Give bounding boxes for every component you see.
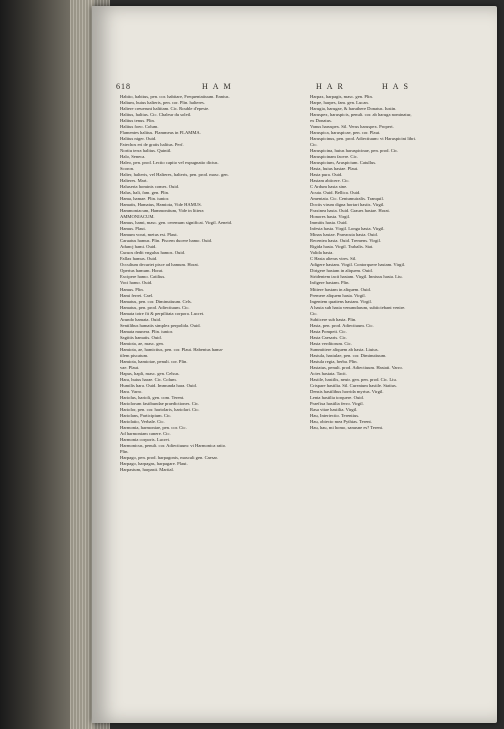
entry-line: Honores hasta. Virgil. <box>310 214 351 220</box>
entry-line: Hastula regia, herba. Plin. <box>310 358 358 364</box>
entry-line: Hamata totre fit & perpilitata corpora. Lucret. <box>120 310 205 316</box>
entry-line: Arundo hamata. Ouid. <box>120 316 162 322</box>
entry-line: Valida hasta. <box>310 250 334 256</box>
entry-line: Hamiota, hamiotae, penult. cor. Plin. <box>120 358 188 364</box>
entry-line: Subiicere sub hasta. Plin. <box>310 316 357 322</box>
entry-line: Hau, hau, mi homo, sanusne es? Terent. <box>310 424 384 430</box>
running-head-1: HAM <box>202 82 236 91</box>
entry-line: Amentata. Cic. Centumuiralis. Tranquil. <box>310 196 384 202</box>
entry-line: Stridentem iacit hastam. Virgil. Innixus hasta. Liu. <box>310 274 403 280</box>
entry-line: Lenta hastilia torquere. Ouid. <box>310 394 364 400</box>
entry-line: Hamiota, ae, hamictius, pen. cor. Plaut. Habentus hama- <box>120 346 224 352</box>
entry-line: Harmonia corporis. Lucret. <box>120 436 171 442</box>
entry-line: Hariolus, harioli, gen. com. Terent. <box>120 394 185 400</box>
entry-line: Hamiota, ae, masc. gen. <box>120 340 165 346</box>
entry-line: Sagittis hamatis. Ouid. <box>120 334 162 340</box>
entry-line: Hau, Interiectio. Terentius. <box>310 412 360 418</box>
entry-line: Hamatis, Hamatus, Hamiota, Vide HAMUS. <box>120 202 202 208</box>
entry-line: Hasta, huius hastae. Plaut. <box>310 166 359 172</box>
entry-line: Harugia, harugae, & haruthere Donatus. Iustin. <box>310 106 397 112</box>
entry-line: Halitus, halitus. Cic. Chaleur du soleil. <box>120 112 192 118</box>
entry-line: Hastula, hastulae, pen. cor. Diminutiuum. <box>310 352 387 358</box>
entry-line: Hariolans, Participium. Cic. <box>120 412 172 418</box>
entry-line: Hasta pura. Ouid. <box>310 172 343 178</box>
entry-line: Hara. Varro. <box>120 388 143 394</box>
entry-line: Hamatus, pen. cor. Diminutiuum. Cels. <box>120 298 192 304</box>
entry-line: Hami ferrei. Cael. <box>120 292 154 298</box>
entry-line: AMMONIACUM. <box>120 214 155 220</box>
entry-line: Haruspicinus, pen. prod. Adiectiuum: vt Haruspicini libri. <box>310 136 417 142</box>
entry-line: Summittere aliquem ab hasta. Liuius. <box>310 346 379 352</box>
entry-line: Hamatus, pen. prod. Adiectiuum. Cic. <box>120 304 190 310</box>
entry-line: Hamus. Plin. <box>120 286 144 292</box>
entry-line: Hasta Caesaris. Cic. <box>310 334 347 340</box>
entry-line: Acies hastata. Tacit. <box>310 370 347 376</box>
entry-line: ex Donatus. <box>310 118 332 124</box>
entry-line: Plin. <box>120 448 129 454</box>
entry-line: Hariolorum fastibundae praedictiones. Cic. <box>120 400 200 406</box>
entry-line: Harpastum, harpasti. Martial. <box>120 466 174 472</box>
entry-line: Mittere hastam in aliquem. Ouid. <box>310 286 371 292</box>
entry-line: Hau, obiecto mea Pythias. Terent. <box>310 418 372 424</box>
entry-line: Rigida hasta. Virgil. Trabalis. Stat. <box>310 244 374 250</box>
entry-line: Dirigere hastam in aliquem. Ouid. <box>310 268 373 274</box>
entry-line: Humilis hara. Ouid. Immunda hara. Ouid. <box>120 382 197 388</box>
entry-line: Infesta hasta. Virgil. Longa hasta. Virgil. <box>310 226 385 232</box>
entry-line: Densis hastilibus horrida myrtus. Virgil. <box>310 388 384 394</box>
entry-line: Fraxinea hasta. Ouid. Graues hastae. Horat. <box>310 208 390 214</box>
entry-line: Halitus niger. Ouid. <box>120 136 157 142</box>
entry-line: Opertus hamum. Horat. <box>120 268 164 274</box>
entry-line: Hamum vorat, metus est. Plaut. <box>120 232 178 238</box>
entry-line: Habito, habitus, pen. cor. habitare, Frequentatiuum. Ennius. <box>120 94 230 99</box>
entry-line: Premere aliquem hasta. Virgil. <box>310 292 366 298</box>
running-head-3: HAS <box>382 82 414 91</box>
entry-line: Halteres. Mart. <box>120 178 148 184</box>
entry-line: tilem piscatum. <box>120 352 149 358</box>
entry-line: Harpe, harpes, fam. gen. Lucan. <box>310 100 369 106</box>
entry-line: Flamentes halitus. Flammeus in FLAMMA. <box>120 130 201 136</box>
entry-line: Halo, Seneca. <box>120 154 146 160</box>
entry-line: Haruspicina, huius haruspicinae, pen. prod. Cic. <box>310 148 399 154</box>
entry-line: Hasta Pompeii. Cic. <box>310 328 347 334</box>
entry-line: Praefixa hastilia ferro. Virgil. <box>310 400 364 406</box>
left-column <box>120 94 306 709</box>
entry-line: Haruspicium, Aruspicium. Catullus. <box>310 160 377 166</box>
entry-line: C Ardum hasta sine. <box>310 184 348 190</box>
entry-line: Sentilibus hamatis simplex perpolida. Ouid. <box>120 322 201 328</box>
dictionary-page <box>92 6 497 723</box>
entry-line: Excipere hamo. Catilius. <box>120 274 166 280</box>
entry-line: Nortiu terra halitus. Quintil. <box>120 148 172 154</box>
entry-line: Hasta verditorum. Cic. <box>310 340 352 346</box>
entry-line: Fallax hamus. Ouid. <box>120 256 158 262</box>
entry-line: Haltum, huius halteris, pen. cor. Plin. halteres. <box>120 100 205 106</box>
entry-line: Hamus, hami, masc. gen. ceremum significat. Virgil. Aeneid. <box>120 220 233 226</box>
entry-line: Hasta, pen. prod. Adiectiuum. Cic. <box>310 322 374 328</box>
entry-line: Ad harmoniam canere. Cic. <box>120 430 171 436</box>
entry-line: Hapus, hapli, masc. gen. Celsus. <box>120 370 180 376</box>
entry-line: Haruspicinam facere. Cic. <box>310 154 358 160</box>
entry-line: Haleo, pen. prod. Lectio capito vel expugnatio dictus. <box>120 160 219 166</box>
entry-line: Hastatus, penult. prod. Adiectiuum. Hastati. Varro. <box>310 364 403 370</box>
entry-line: Immitis hasta. Ouid. <box>310 220 348 226</box>
entry-line: Halus, hali, fam. gen. Plin. <box>120 190 170 196</box>
entry-line: Haruspica, haruspicae, pen. cor. Plaut. <box>310 130 381 136</box>
entry-line: Recentea hasta. Ouid. Tremens. Virgil. <box>310 238 382 244</box>
entry-line: Voci hamo. Ouid. <box>120 280 153 286</box>
entry-line: Scoron. <box>120 166 135 172</box>
entry-line: Hamata munera. Plin. iunior. <box>120 328 174 334</box>
entry-line: Fatechos eri de gratis halitus. Perf. <box>120 142 184 148</box>
entry-line: vae. Plaut. <box>120 364 140 370</box>
entry-line: Harpago, pen. prod. harpagonis, masculi gen. Caesar. <box>120 454 218 460</box>
entry-line: Hariolor, pen. cor. hariolaris, hariolari. Cic. <box>120 406 200 412</box>
running-head-2: HAR <box>316 82 348 91</box>
page-header <box>116 82 489 94</box>
page-number: 618 <box>116 82 131 91</box>
entry-line: Haluseria hominis comes. Ouid. <box>120 184 180 190</box>
entry-line: Harmonicus, penult. cor. Adiectiuum: vt Harmonica ratio. <box>120 442 227 448</box>
entry-line: Aduncj hami. Ouid. <box>120 244 157 250</box>
entry-line: Hara, huius harae. Cic. Colum. <box>120 376 177 382</box>
entry-line: Hama, hamae. Plin. iunior. <box>120 196 170 202</box>
entry-line: Hastam abiicere. Cic. <box>310 178 350 184</box>
entry-line: Halter, halteris, vel Halteres, halteris, pen. prod. masc. gen. <box>120 172 229 178</box>
entry-line: Crispare hastilia. Sil. Cureatum hastile. Statius. <box>310 382 397 388</box>
entry-line: A hasta sub hasta venumdarum, subiiciebant venire. <box>310 304 406 310</box>
entry-line: Caruatus hamus. Plin. Piscem ducere hamo. Ouid. <box>120 238 213 244</box>
entry-line: Haltere creuerunt haltitam. Cic. Rouble d'epeste. <box>120 106 210 112</box>
entry-line: Doctis virum digna hortari hastis. Virgil. <box>310 202 385 208</box>
entry-line: Minax hastae. Praeacuta hasta. Ouid. <box>310 232 378 238</box>
entry-line: Harpago, harpagas, harpagare. Plaut. <box>120 460 188 466</box>
entry-line: Rasa vitae hastilia. Virgil. <box>310 406 358 412</box>
entry-line: Cic. <box>310 142 318 148</box>
entry-line: Curuos dedit vngulus hamos. Ouid. <box>120 250 186 256</box>
entry-line: Halitus tenus. Plin. <box>120 118 155 124</box>
entry-line: Halitus foeo. Colum. <box>120 124 159 130</box>
right-column <box>310 94 492 709</box>
entry-line: Hastile, hastilis, neutr. gen. pen. prod. Cic. Liu. <box>310 376 397 382</box>
entry-line: Harpax, harpagis, masc. gen. Plin. <box>310 94 373 99</box>
entry-line: Hammoniacum, Hammonitum, Vide in littera <box>120 208 204 214</box>
entry-line: Acuta. Ouid. Bellica. Ouid. <box>310 190 361 196</box>
entry-line: Harmonia, harmoniae, pen. cor. Cic. <box>120 424 187 430</box>
entry-line: Vanus haruspex. Sil. Verus haruspex. Propert. <box>310 124 394 130</box>
entry-line: Cic. <box>310 310 318 316</box>
entry-line: C Hasta alteras vires. Sil. <box>310 256 357 262</box>
entry-line: Hariolatio, Verbale. Cic. <box>120 418 165 424</box>
entry-line: Infigere hastam. Plin. <box>310 280 350 286</box>
entry-line: Haruspex, haruspicis, penult. cor. ab haruga nominatur, <box>310 112 412 118</box>
entry-line: Hamus. Plaut. <box>120 226 146 232</box>
entry-line: Occultum decurtet pisce ad hamum. Horat. <box>120 262 199 268</box>
entry-line: Ingentem quatiens hastam. Virgil. <box>310 298 372 304</box>
entry-line: Adigere hastam. Virgil. Contorquere hastam. Virgil. <box>310 262 406 268</box>
